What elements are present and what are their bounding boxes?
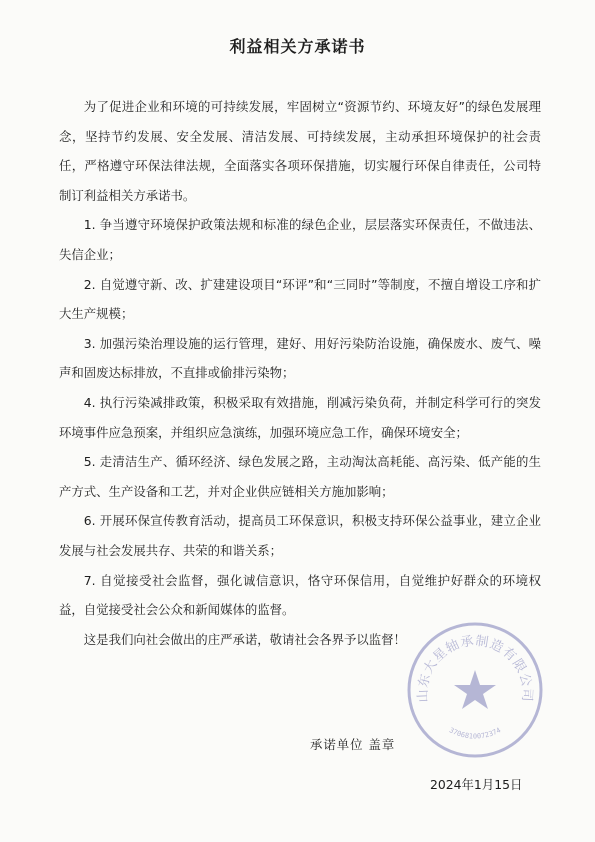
seal-ring-text: 山东大星轴承制造有限公司 <box>415 633 535 703</box>
commitment-item-5: 5. 走清洁生产、循环经济、绿色发展之路，主动淘汰高耗能、高污染、低产能的生产方式、生产设备和工艺，并对企业供应链相关方施加影响； <box>59 454 541 499</box>
commitment-item-2: 2. 自觉遵守新、改、扩建建设项目“环评”和“三同时”等制度，不擅自增设工序和扩大生产规模； <box>59 276 541 322</box>
commitment-item-3: 3. 加强污染治理设施的运行管理，建好、用好污染防治设施，确保废水、废气、噪声和固废达标排放，不直排或偷排污染物； <box>59 335 541 381</box>
commitment-item-1: 1. 争当遵守环境保护政策法规和标准的绿色企业，层层落实环保责任，不做违法、失信企业； <box>59 217 541 262</box>
star-icon <box>454 670 496 709</box>
signature-line: 承诺单位 盖章 <box>310 737 396 752</box>
svg-text:3706810072374 <box>448 726 502 740</box>
document-body <box>59 92 541 654</box>
commitment-item-4: 4. 执行污染减排政策，积极采取有效措施，削减污染负荷，并制定科学可行的突发环境事件应急预案，并组织应急演练，加强环境应急工作，确保环境安全； <box>59 394 541 440</box>
company-seal <box>400 615 550 765</box>
commitment-item-7: 7. 自觉接受社会监督，强化诚信意识，恪守环保信用，自觉维护好群众的环境权益，自觉接受社会公众和新闻媒体的监督。 <box>59 572 541 618</box>
document-title: 利益相关方承诺书 <box>229 37 366 56</box>
document-date: 2024年1月15日 <box>430 777 523 792</box>
seal-number: 3706810072374 <box>447 726 503 741</box>
closing-paragraph: 这是我们向社会做出的庄严承诺，敬请社会各界予以监督！ <box>83 631 406 647</box>
commitment-item-6: 6. 开展环保宣传教育活动，提高员工环保意识，积极支持环保公益事业，建立企业发展与社会发展共存、共荣的和谐关系； <box>59 513 541 558</box>
intro-paragraph: 为了促进企业和环境的可持续发展，牢固树立“资源节约、环境友好”的绿色发展理念，坚持节约发展、安全发展、清洁发展、可持续发展，主动承担环境保护的社会责任，严格遵守环保法律法规，全面落实各项环保措施，切实履行环保自律责任，公司特制订利益相关方承诺书。 <box>59 99 541 203</box>
